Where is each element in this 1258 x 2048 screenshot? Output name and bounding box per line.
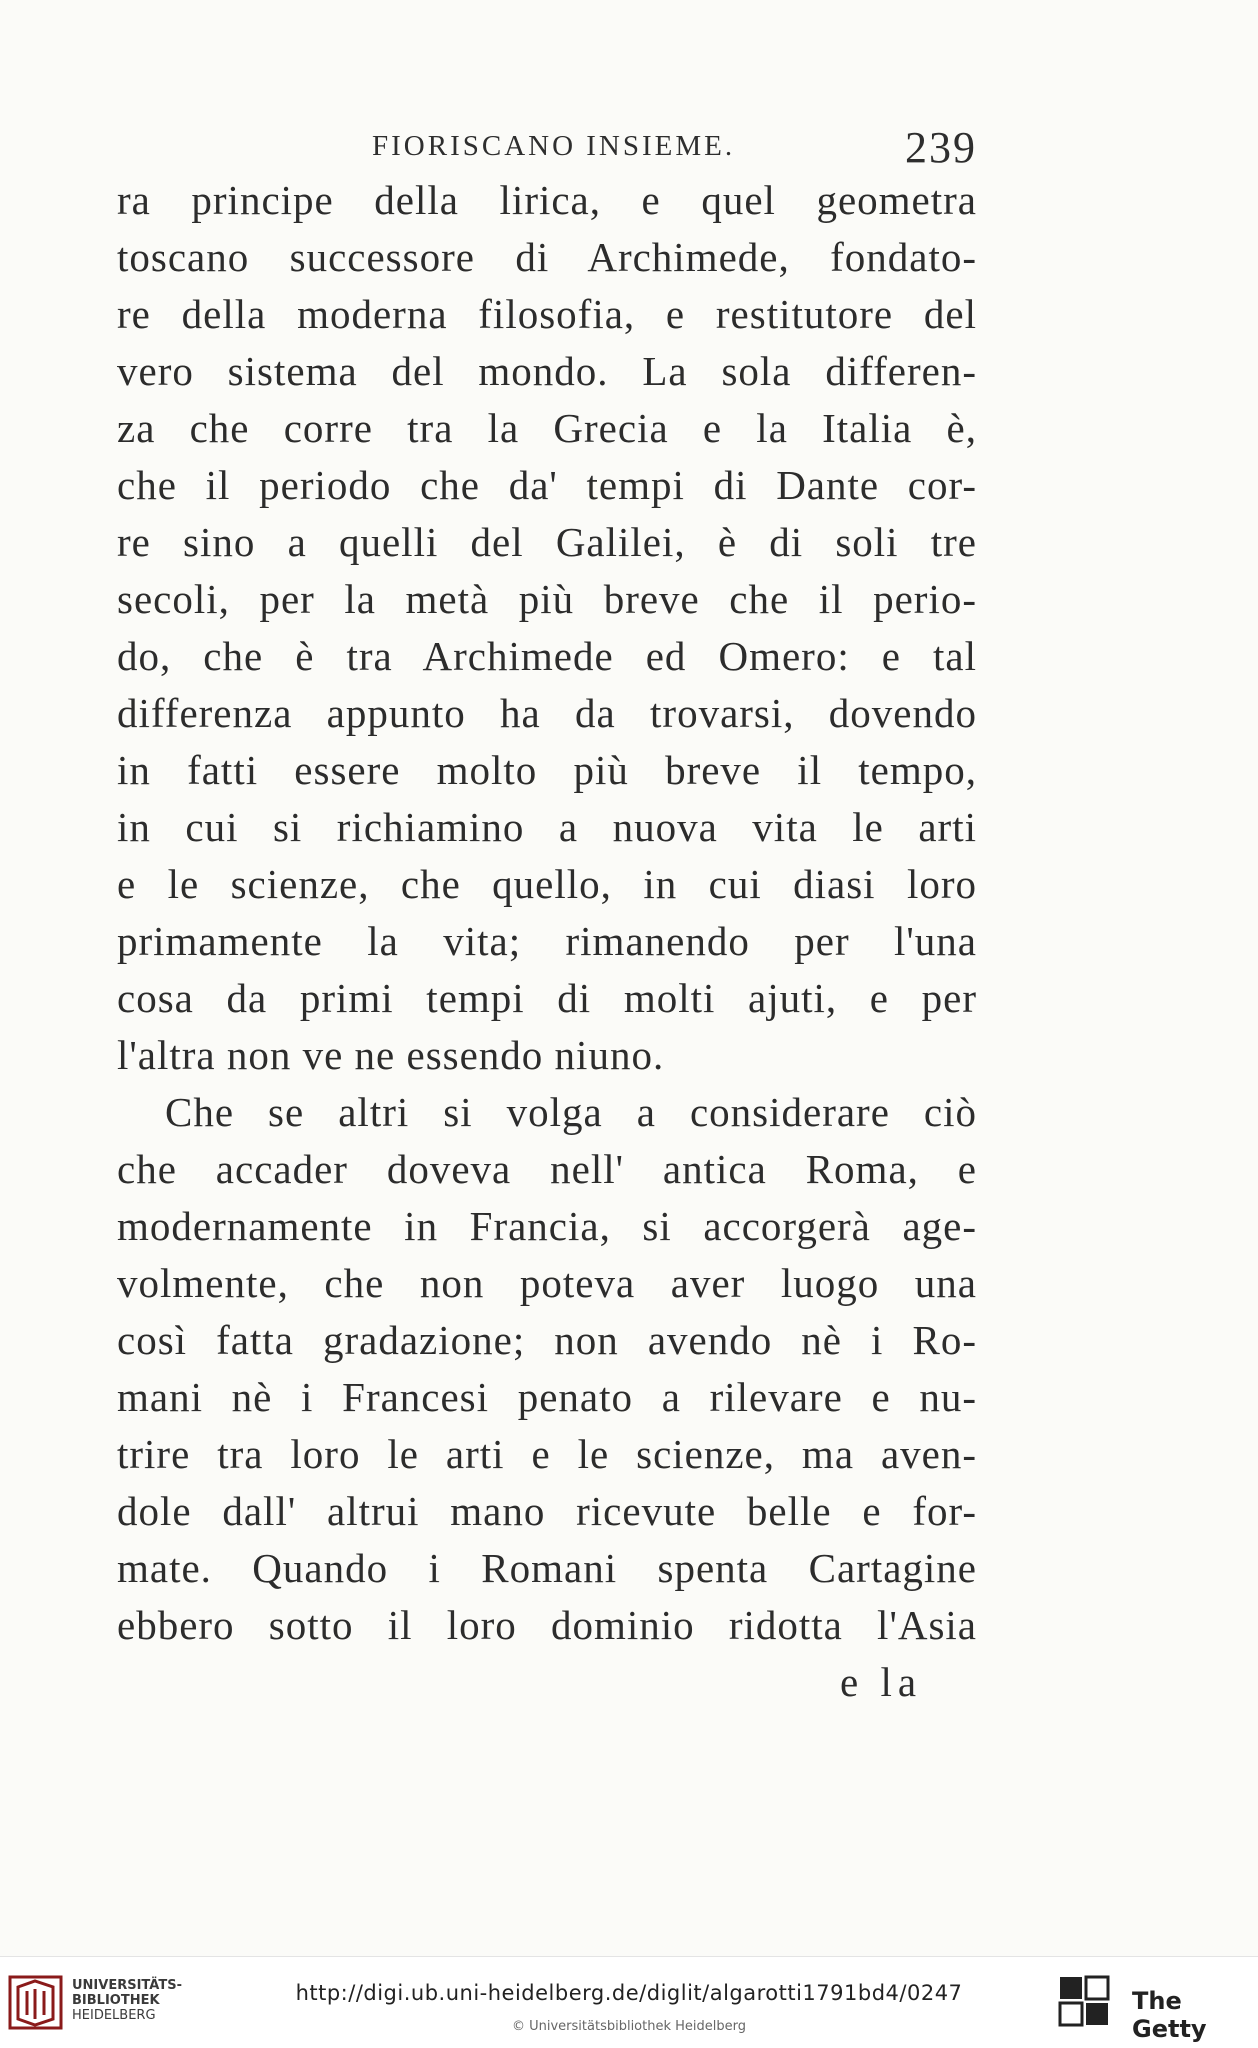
permalink[interactable]: http://digi.ub.uni-heidelberg.de/diglit/algarotti1791bd4/0247	[295, 1981, 963, 2005]
text-line: primamente la vita; rimanendo per l'una	[117, 918, 977, 964]
text-line: cosa da primi tempi di molti ajuti, e per	[117, 975, 977, 1021]
text-line: così fatta gradazione; non avendo nè i Ro-	[117, 1317, 977, 1363]
text-line: do, che è tra Archimede ed Omero: e tal	[117, 633, 977, 679]
text-line: re della moderna filosofia, e restitutore del	[117, 291, 977, 337]
text-line: volmente, che non poteva aver luogo una	[117, 1260, 977, 1306]
text-line: secoli, per la metà più breve che il perio-	[117, 576, 977, 622]
text-line: dole dall' altrui mano ricevute belle e for-	[117, 1488, 977, 1534]
partner-name: The Getty	[1132, 1987, 1207, 2043]
text-line: in cui si richiamino a nuova vita le arti	[117, 804, 977, 850]
body-text	[117, 172, 977, 1654]
text-line: Che se altri si volga a considerare ciò	[165, 1089, 977, 1135]
text-line: e le scienze, che quello, in cui diasi loro	[117, 861, 977, 907]
text-line: modernamente in Francia, si accorgerà age-	[117, 1203, 977, 1249]
text-line: l'altra non ve ne essendo niuno.	[117, 1032, 665, 1078]
text-line: mani nè i Francesi penato a rilevare e nu-	[117, 1374, 977, 1420]
text-line: che il periodo che da' tempi di Dante cor-	[117, 462, 977, 508]
getty-logo-icon	[1058, 1975, 1112, 2029]
text-line: ebbero sotto il loro dominio ridotta l'Asia	[117, 1602, 977, 1648]
page-number: 239	[905, 123, 977, 172]
footer-bar	[0, 1956, 1258, 2048]
catchword: e la	[840, 1659, 923, 1705]
text-line: mate. Quando i Romani spenta Cartagine	[117, 1545, 977, 1591]
text-line: za che corre tra la Grecia e la Italia è,	[117, 405, 977, 451]
text-line: toscano successore di Archimede, fondato-	[117, 234, 977, 280]
text-line: trire tra loro le arti e le scienze, ma aven-	[117, 1431, 977, 1477]
text-line: vero sistema del mondo. La sola differen-	[117, 348, 977, 394]
running-head: FIORISCANO INSIEME.	[372, 130, 736, 162]
text-line: re sino a quelli del Galilei, è di soli tre	[117, 519, 977, 565]
library-name: UNIVERSITÄTS- BIBLIOTHEK HEIDELBERG	[72, 1978, 182, 2023]
text-line: in fatti essere molto più breve il tempo,	[117, 747, 977, 793]
text-line: ra principe della lirica, e quel geometra	[117, 177, 977, 223]
text-line: che accader doveva nell' antica Roma, e	[117, 1146, 977, 1192]
copyright-notice: © Universitätsbibliothek Heidelberg	[511, 2019, 746, 2034]
text-line: differenza appunto ha da trovarsi, dovendo	[117, 690, 977, 736]
